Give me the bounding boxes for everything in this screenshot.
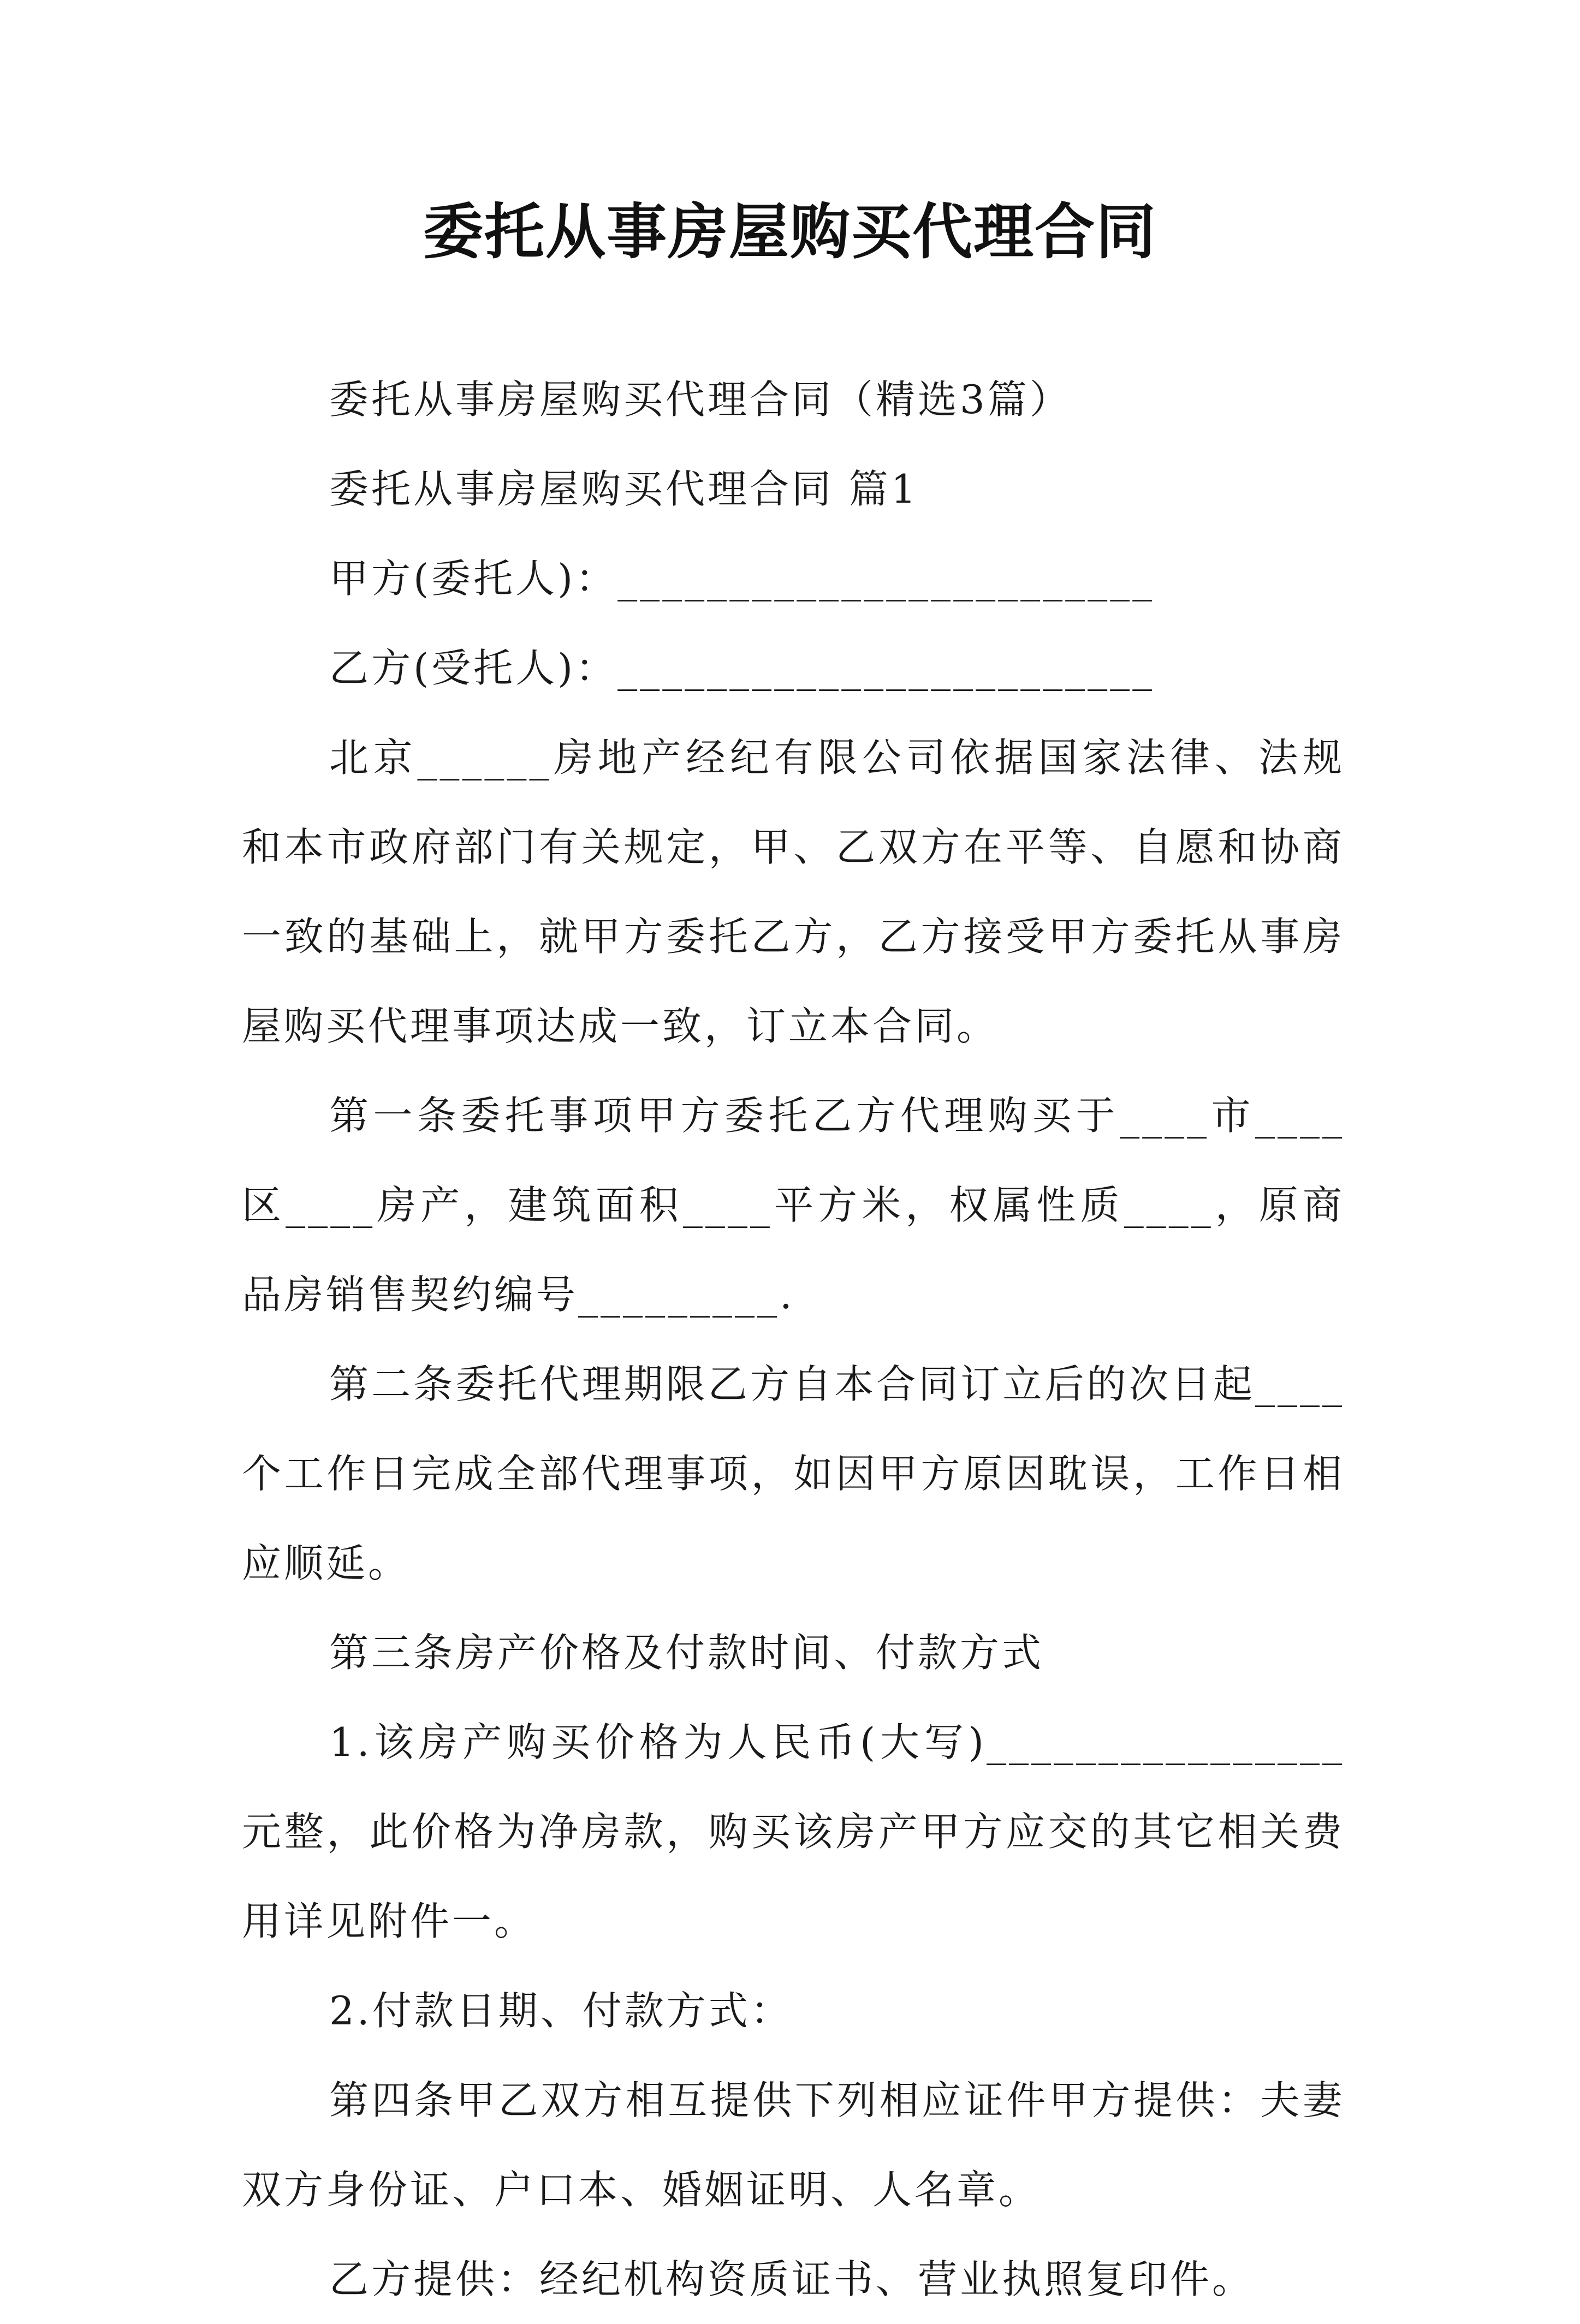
paragraph-article-3-item-1: 1.该房产购买价格为人民币(大写)________________元整，此价格为净房款，购买该房产甲方应交的其它相关费用详见附件一。	[242, 1719, 1345, 1944]
paragraph-article-3-heading: 第三条房产价格及付款时间、付款方式	[329, 1630, 1044, 1676]
paragraph-article-3-item-2: 2.付款日期、付款方式：	[329, 1988, 793, 2034]
paragraph-subtitle: 委托从事房屋购买代理合同（精选3篇）	[329, 377, 1072, 422]
paragraph-article-1: 第一条委托事项甲方委托乙方代理购买于____市____区____房产，建筑面积____平方米，权属性质____，原商品房销售契约编号_________.	[242, 1093, 1345, 1318]
paragraph-party-a: 甲方(委托人)：________________________	[329, 556, 1155, 601]
paragraph-article-2: 第二条委托代理期限乙方自本合同订立后的次日起____个工作日完成全部代理事项，如因甲方原因耽误，工作日相应顺延。	[242, 1361, 1345, 1586]
paragraph-party-b-documents: 乙方提供：经纪机构资质证书、营业执照复印件。	[329, 2256, 1255, 2302]
document-body	[242, 355, 1345, 2324]
document-title: 委托从事房屋购买代理合同	[423, 197, 1157, 267]
paragraph-section-heading: 委托从事房屋购买代理合同 篇1	[329, 466, 919, 512]
paragraph-preamble: 北京______房地产经纪有限公司依据国家法律、法规和本市政府部门有关规定，甲、乙双方在平等、自愿和协商一致的基础上，就甲方委托乙方，乙方接受甲方委托从事房屋购买代理事项达成一致，订立本合同。	[242, 735, 1345, 1049]
paragraph-article-4: 第四条甲乙双方相互提供下列相应证件甲方提供：夫妻双方身份证、户口本、婚姻证明、人名章。	[242, 2077, 1345, 2213]
paragraph-party-b: 乙方(受托人)：________________________	[329, 645, 1155, 691]
